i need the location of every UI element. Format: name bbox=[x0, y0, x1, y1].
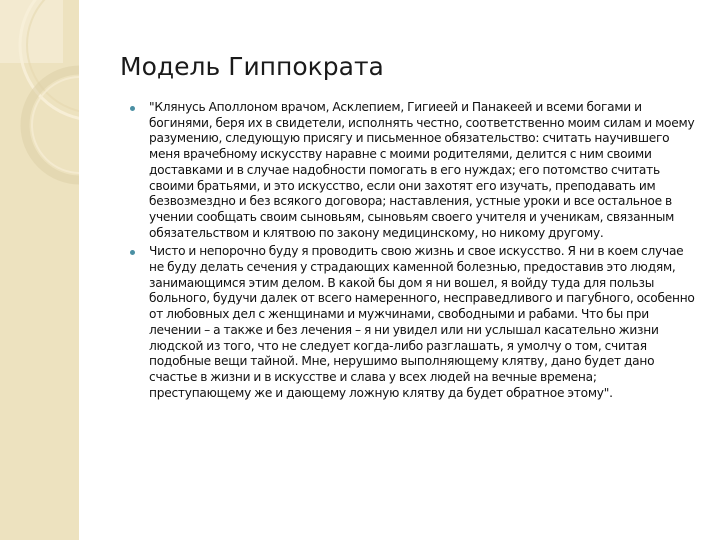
decorative-arcs-icon bbox=[0, 0, 79, 540]
bullet-dot-icon bbox=[130, 250, 135, 255]
bullet-item-oath-part-2 bbox=[130, 244, 700, 401]
decorative-sidebar bbox=[0, 0, 79, 540]
bullet-item-oath-part-1 bbox=[130, 100, 700, 241]
bullet-dot-icon bbox=[130, 106, 135, 111]
bullet-text: Чисто и непорочно буду я проводить свою жизнь и свое искусство. Я ни в коем случае не буду делать сечения у страдающих каменной болезнью, предоставив это людям, занимающимся этим делом. В какой бы дом я ни вошел, я войду туда для пользы больного, будучи далек от всего намеренного, несправедливого и пагубного, особенно от любовных дел с женщинами и мужчинами, свободными и рабами. Что бы при лечении – а также и без лечения – я ни увидел или ни услышал касательно жизни людской из того, что не следует когда-либо разглашать, я умолчу о том, считая подобные вещи тайной. Мне, нерушимо выполняющему клятву, дано будет дано счастье в жизни и в искусстве и слава у всех людей на вечные времена; преступающему же и дающему ложную клятву да будет обратное этому". bbox=[149, 244, 695, 400]
bullet-list bbox=[130, 100, 700, 404]
bullet-text: "Клянусь Аполлоном врачом, Асклепием, Гигиеей и Панакеей и всеми богами и богинями, беря их в свидетели, исполнять честно, соответственно моим силам и моему разумению, следующую присягу и письменное обязательство: считать научившего меня врачебному искусству наравне с моими родителями, делится с ним своими доставками и в случае надобности помогать в его нуждах; его потомство считать своими братьями, и это искусство, если они захотят его изучать, преподавать им безвозмездно и без всякого договора; наставления, устные уроки и все остальное в учении сообщать своим сыновьям, сыновьям своего учителя и ученикам, связанным обязательством и клятвою по закону медицинскому, но никому другому. bbox=[149, 100, 695, 240]
slide-title: Модель Гиппократа bbox=[120, 52, 384, 81]
